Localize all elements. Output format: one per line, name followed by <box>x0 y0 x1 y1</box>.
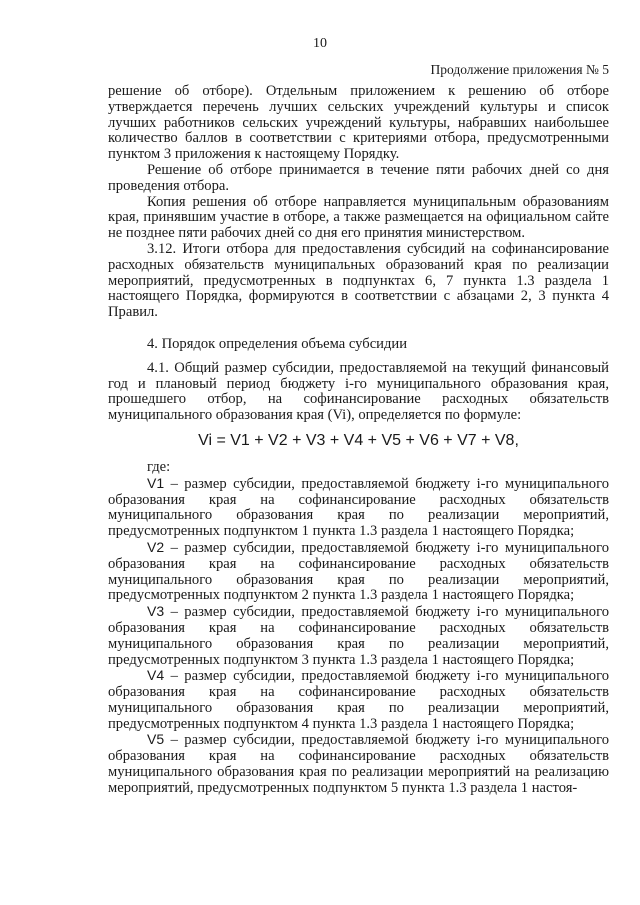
definition-v4 <box>108 668 609 732</box>
running-header: Продолжение приложения № 5 <box>430 62 609 77</box>
paragraph: Копия решения об отборе направляется муниципальным образованиям края, принявшим участие в отборе, а также размещается на официальном сайте не позднее пяти рабочих дней со дня его принятия министерством. <box>108 193 609 242</box>
paragraph-clause-3-12: 3.12. Итоги отбора для предоставления субсидий на софинансирование расходных обязательств муниципальных образований края по реализации мероприятий, предусмотренных в подпунктах 6, 7 пункта 1.3 раздела 1 настоящего Порядка, формируются в соответствии с абзацами 2, 3 пункта 4 Правил. <box>108 240 609 321</box>
definition-v3 <box>108 604 609 668</box>
paragraph: Решение об отборе принимается в течение пяти рабочих дней со дня проведения отбора. <box>108 161 609 194</box>
spacer <box>108 321 609 337</box>
definition-text: – размер субсидии, предоставляемой бюджету i-го муниципального образования края на софинансирование расходных обязательств муниципального образования края по реализации мероприятий, предусмотренных подпунктом 2 пункта 1.3 раздела 1 настоящего Порядка; <box>108 539 609 604</box>
formula: Vi = V1 + V2 + V3 + V4 + V5 + V6 + V7 + V8, <box>198 431 519 449</box>
definition-text: – размер субсидии, предоставляемой бюджету i-го муниципального образования края на софинансирование расходных обязательств муниципального образования края по реализации мероприятий, предусмотренных подпунктом 3 пункта 1.3 раздела 1 настоящего Порядка; <box>108 604 609 668</box>
document-body <box>108 84 609 797</box>
paragraph-clause-4-1: 4.1. Общий размер субсидии, предоставляемой на текущий финансовый год и плановый период бюджету i-го муниципального образования края, прошедшего отбор, на софинансирование расходных обязательств муниципального образования края (Vi), определяется по формуле: <box>108 359 609 424</box>
definition-v1 <box>108 476 609 540</box>
variable-name: V2 <box>147 538 165 555</box>
paragraph-continuation: решение об отборе). Отдельным приложением к решению об отборе утверждается перечень лучших сельских учреждений культуры и список лучших работников сельских учреждений культуры, набравших наибольшее количество баллов в соответствии с критериями отбора, предусмотренными пунктом 3 приложения к настоящему Порядку. <box>108 83 609 163</box>
variable-name: V4 <box>147 667 165 684</box>
definition-text: – размер субсидии, предоставляемой бюджету i-го муниципального образования края на софинансирование расходных обязательств муниципального образования края по реализации мероприятий, предусмотренных подпунктом 4 пункта 1.3 раздела 1 настоящего Порядка; <box>108 668 609 732</box>
definition-text: – размер субсидии, предоставляемой бюджету i-го муниципального образования края на софинансирование расходных обязательств муниципального образования края по реализации мероприятий, предусмотренных подпунктом 1 пункта 1.3 раздела 1 настоящего Порядка; <box>108 475 609 540</box>
page-number: 10 <box>313 36 327 51</box>
section-heading: 4. Порядок определения объема субсидии <box>147 335 408 352</box>
definition-v5 <box>108 732 609 796</box>
variable-name: V5 <box>147 731 165 748</box>
variable-name: V1 <box>147 474 165 491</box>
definition-v2 <box>108 540 609 604</box>
where-label: где: <box>147 458 171 475</box>
variable-name: V3 <box>147 603 165 620</box>
definition-text: – размер субсидии, предоставляемой бюджету i-го муниципального образования края на софинансирование расходных обязательств муниципального образования края по реализации мероприятий на реализацию мероприятий, предусмотренных подпунктом 5 пункта 1.3 раздела 1 настоя- <box>108 732 609 796</box>
